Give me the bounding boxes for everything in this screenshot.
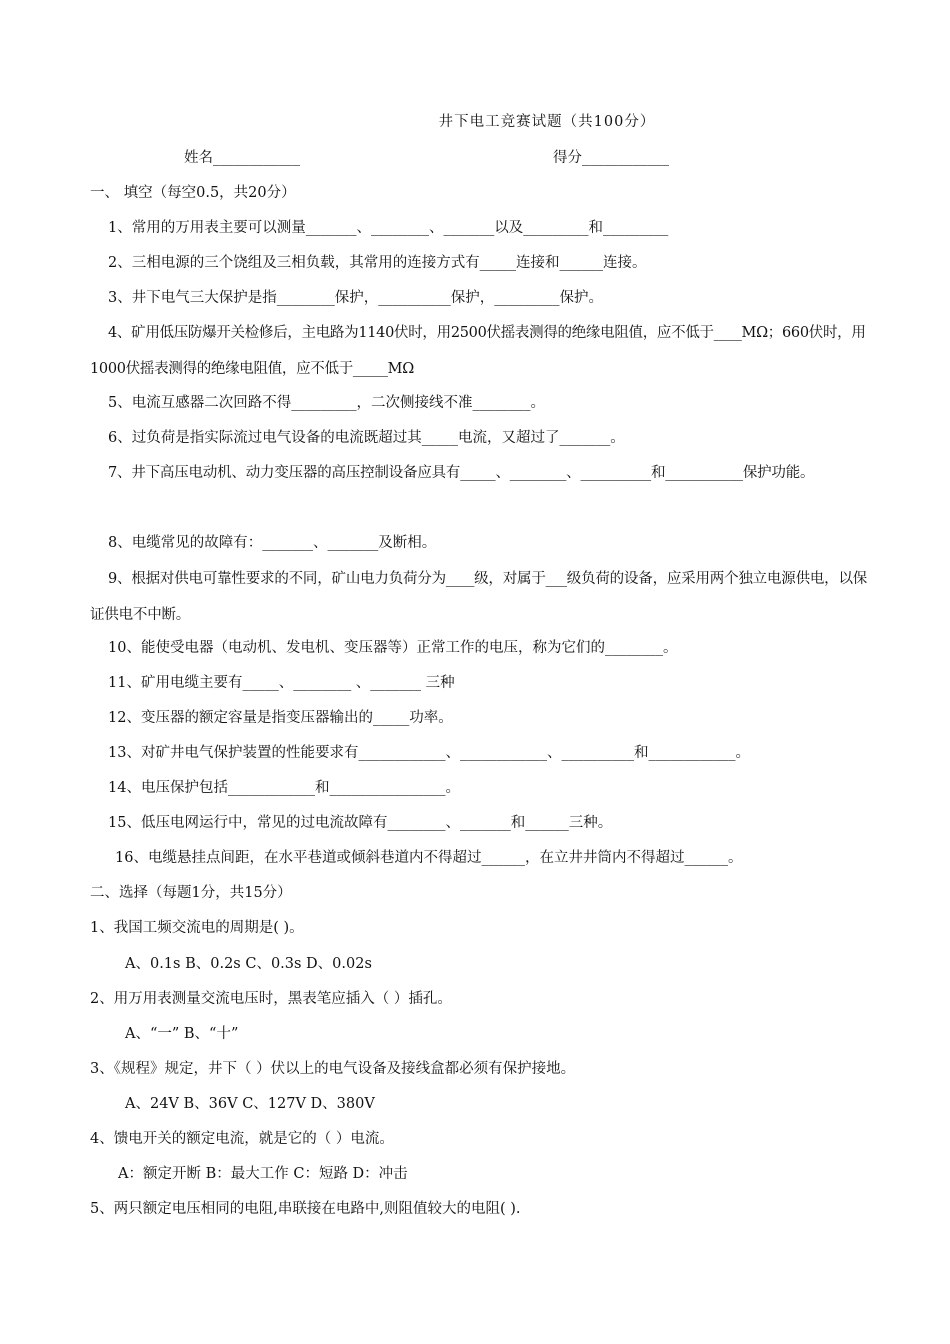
fill-item-10: 10、能使受电器（电动机、发电机、变压器等）正常工作的电压，称为它们的________。 xyxy=(108,640,678,656)
choice-options-4: A：额定开断 B：最大工作 C：短路 D：冲击 xyxy=(118,1166,408,1182)
fill-item-9: 9、根据对供电可靠性要求的不同，矿山电力负荷分为____级，对属于___级负荷的设备，应采用两个独立电源供电，以保证供电不中断。 xyxy=(90,571,868,623)
fill-item-2: 2、三相电源的三个饶组及三相负载，其常用的连接方式有_____连接和______连接。 xyxy=(108,255,647,271)
fill-item-5: 5、电流互感器二次回路不得_________，二次侧接线不准________。 xyxy=(108,395,545,411)
fill-item-11: 11、矿用电缆主要有_____、________ 、_______ 三种 xyxy=(108,675,455,691)
choice-question-3: 3、《规程》规定，井下（ ）伏以上的电气设备及接线盒都必须有保护接地。 xyxy=(90,1061,576,1077)
choice-question-1: 1、我国工频交流电的周期是( )。 xyxy=(90,920,304,936)
fill-item-16: 16、电缆悬挂点间距，在水平巷道或倾斜巷道内不得超过______，在立井井筒内不得超过______。 xyxy=(115,850,743,866)
fill-item-8: 8、电缆常见的故障有：_______、_______及断相。 xyxy=(108,535,437,551)
fill-item-13: 13、对矿井电气保护装置的性能要求有____________、____________、__________和____________。 xyxy=(108,745,750,761)
choice-options-2: A、“一” B、“十” xyxy=(125,1026,239,1042)
fill-item-14: 14、电压保护包括____________和________________。 xyxy=(108,780,460,796)
choice-question-4: 4、馈电开关的额定电流，就是它的（ ）电流。 xyxy=(90,1131,394,1147)
choice-options-1: A、0.1s B、0.2s C、0.3s D、0.02s xyxy=(125,956,372,972)
choice-question-2: 2、用万用表测量交流电压时，黑表笔应插入（ ）插孔。 xyxy=(90,991,452,1007)
page-title: 井下电工竞赛试题（共100分） xyxy=(438,114,656,130)
choice-question-5: 5、两只额定电压相同的电阻,串联接在电路中,则阻值较大的电阻( ). xyxy=(90,1201,521,1217)
score-field: 得分____________ xyxy=(553,150,669,166)
fill-item-7: 7、井下高压电动机、动力变压器的高压控制设备应具有_____、________、__________和___________保护功能。 xyxy=(108,465,815,481)
section1-heading: 一、 填空（每空0.5，共20分） xyxy=(90,185,296,201)
fill-item-4: 4、矿用低压防爆开关检修后，主电路为1140伏时，用2500伏摇表测得的绝缘电阻值，应不低于____MΩ；660伏时，用1000伏摇表测得的绝缘电阻值，应不低于_____MΩ xyxy=(90,325,866,377)
fill-item-3: 3、井下电气三大保护是指________保护，__________保护，_________保护。 xyxy=(108,290,603,306)
section2-heading: 二、选择（每题1分，共15分） xyxy=(90,885,292,901)
fill-item-6: 6、过负荷是指实际流过电气设备的电流既超过其_____电流，又超过了_______。 xyxy=(108,430,625,446)
name-field: 姓名____________ xyxy=(184,150,300,166)
choice-options-3: A、24V B、36V C、127V D、380V xyxy=(125,1096,375,1112)
fill-item-1: 1、常用的万用表主要可以测量_______、________、_______以及_________和_________ xyxy=(108,220,669,236)
fill-item-15: 15、低压电网运行中，常见的过电流故障有________、_______和______三种。 xyxy=(108,815,613,831)
fill-item-12: 12、变压器的额定容量是指变压器输出的_____功率。 xyxy=(108,710,453,726)
